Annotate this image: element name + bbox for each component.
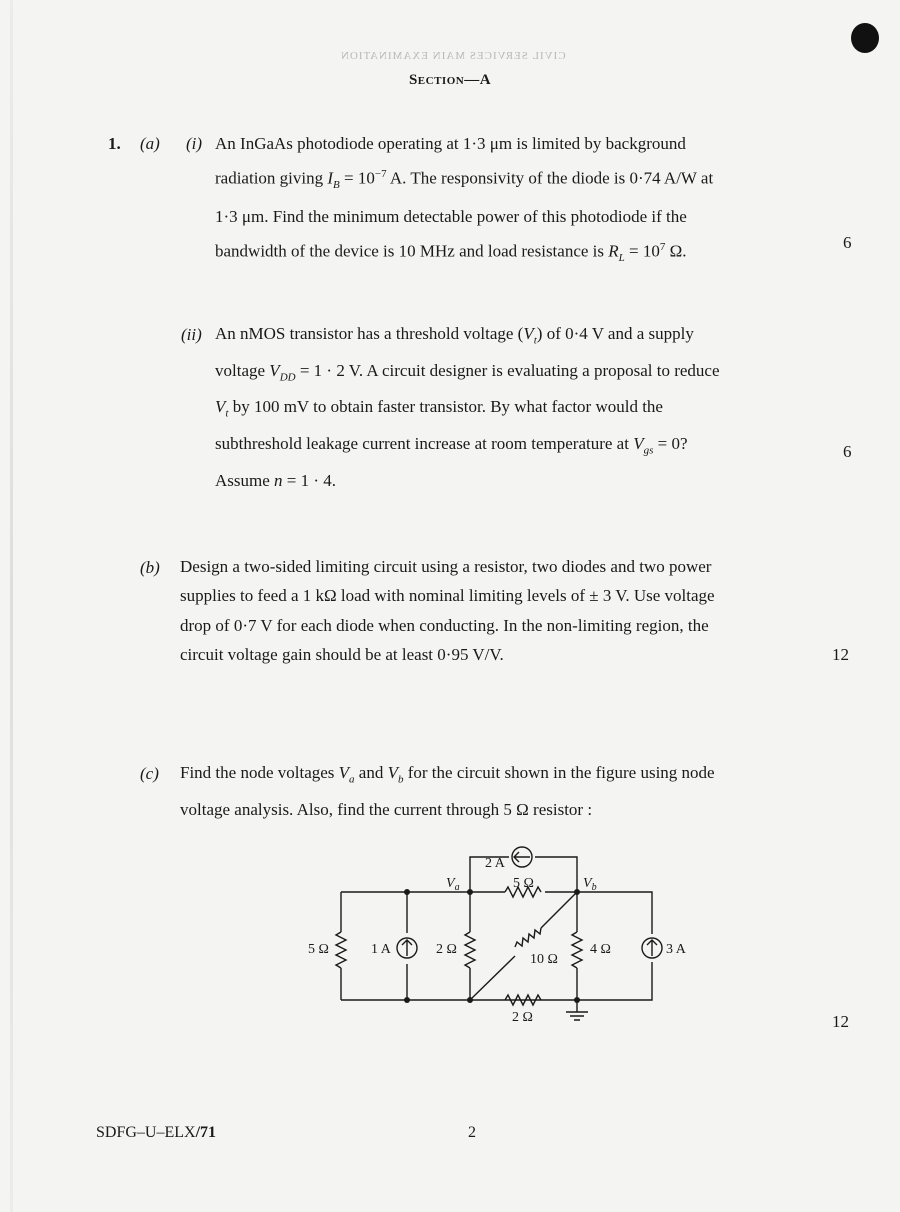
text-line: 1·3 μm. Find the minimum detectable power of this photodiode if the	[215, 207, 687, 227]
part-a-label: (a)	[140, 134, 160, 153]
question-number: 1.	[108, 134, 121, 153]
resistor-4ohm	[572, 932, 582, 968]
junction-dot	[574, 889, 580, 895]
text-line: Design a two-sided limiting circuit using a resistor, two diodes and two power	[180, 557, 712, 576]
arrow-up-icon	[647, 940, 657, 956]
text-line: voltage $V_{DD} = 1 \cdot 2$ V. A circuit designer is evaluating a proposal to reduce	[215, 360, 720, 384]
marks-b: 12	[832, 645, 849, 664]
text-line: Find the node voltages $V_a$ and $V_b$ for the circuit shown in the figure using node	[180, 763, 715, 786]
label-1A: 1 A	[371, 942, 391, 957]
footer-page-number: 2	[468, 1124, 476, 1141]
text-line: drop of 0·7 V for each diode when conducting. In the non-limiting region, the	[180, 615, 709, 635]
text-line: subthreshold leakage current increase at room temperature at $V_{gs} = 0$?	[215, 434, 688, 457]
wire-10ohm-b	[470, 956, 515, 1000]
label-4ohm: 4 Ω	[590, 942, 611, 957]
label-10ohm: 10 Ω	[530, 952, 558, 967]
header-bleed-text: CIVIL SERVICES MAIN EXAMINATION	[340, 50, 566, 62]
text-line: An nMOS transistor has a threshold voltage $(V_t)$ of 0·4 V and a supply	[215, 324, 694, 347]
part-a-ii-label: (ii)	[181, 325, 202, 344]
footer-paper-code: SDFG–U–ELX/71	[96, 1124, 217, 1141]
text-line: $V_t$ by 100 mV to obtain faster transistor. By what factor would the	[215, 397, 663, 420]
part-c-label: (c)	[140, 764, 159, 783]
text-line: bandwidth of the device is 10 MHz and load resistance is $R_L = 10^7$ Ω.	[215, 241, 687, 265]
junction-dot	[404, 997, 410, 1003]
label-5ohm-left: 5 Ω	[308, 942, 329, 957]
resistor-10ohm	[515, 928, 541, 947]
section-title: Section—A	[408, 72, 492, 88]
text-line: Assume n = 1 · 4.	[215, 470, 337, 490]
text-line: radiation giving $I_B = 10^{-7}$ A. The responsivity of the diode is 0·74 A/W at	[215, 168, 714, 192]
resistor-2ohm-vert	[465, 932, 475, 968]
text-line: An InGaAs photodiode operating at 1·3 μm is limited by background	[215, 134, 686, 153]
text-line: voltage analysis. Also, find the current through 5 Ω resistor :	[180, 799, 593, 819]
text-line: supplies to feed a 1 kΩ load with nominal limiting levels of ± 3 V. Use voltage	[180, 586, 715, 606]
marks-c: 12	[832, 1012, 849, 1031]
label-5ohm-top: 5 Ω	[513, 876, 534, 891]
label-2ohm-vert: 2 Ω	[436, 942, 457, 957]
junction-dot	[467, 889, 473, 895]
label-node-a: $V_a$	[446, 876, 460, 893]
part-b-label: (b)	[140, 558, 160, 577]
label-3A: 3 A	[666, 942, 686, 957]
label-node-b: $V_b$	[583, 876, 597, 893]
resistor-5ohm-left	[336, 932, 346, 968]
wire-3A-loop	[577, 892, 652, 1000]
part-a-i-label: (i)	[186, 134, 203, 153]
marks-a-i: 6	[843, 233, 852, 252]
arrow-up-icon	[402, 940, 412, 956]
label-2ohm-bottom: 2 Ω	[512, 1010, 533, 1025]
junction-dot	[574, 997, 580, 1003]
junction-dot	[467, 997, 473, 1003]
arrow-left-icon	[514, 852, 530, 862]
marks-a-ii: 6	[843, 442, 852, 461]
junction-dot	[404, 889, 410, 895]
wire-10ohm-a	[541, 892, 577, 928]
text-line: circuit voltage gain should be at least 0·95 V/V.	[180, 644, 504, 664]
label-2A: 2 A	[485, 856, 505, 871]
